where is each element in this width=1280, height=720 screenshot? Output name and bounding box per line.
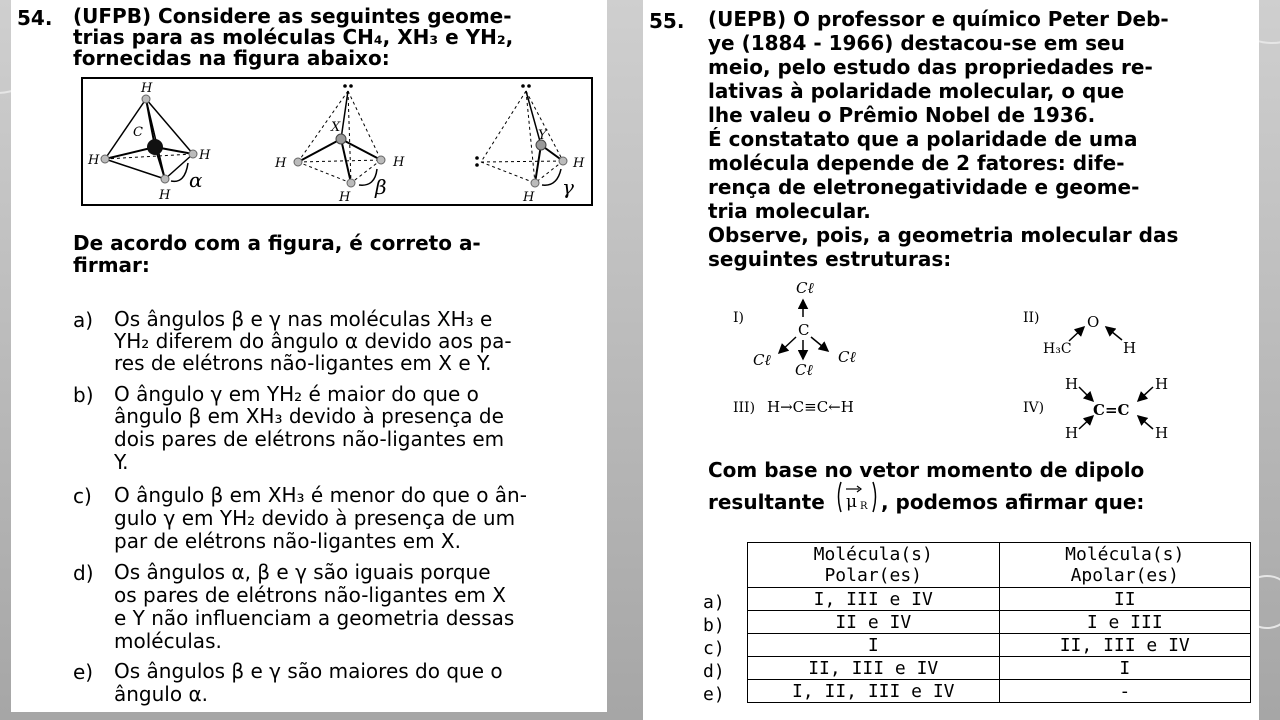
paragraph-line: lhe valeu o Prêmio Nobel de 1936.: [708, 103, 1096, 127]
structure-ii: [1023, 310, 1136, 357]
option-line: Y.: [114, 450, 129, 474]
base-text-line: , podemos afirmar que:: [881, 490, 1145, 514]
atom-label: H: [573, 156, 585, 171]
question-55-panel: [643, 0, 1259, 720]
atom-label: H: [523, 190, 535, 204]
row-letter: c): [703, 638, 725, 659]
atom-label: C: [798, 321, 810, 339]
table-row: [748, 634, 1251, 657]
yh2-pyramid: [475, 84, 585, 204]
atom-label: H: [199, 148, 211, 163]
atom-label: Cℓ: [795, 361, 813, 379]
option-line: res de elétrons não-ligantes em X e Y.: [114, 351, 492, 375]
option-line: YH₂ diferem do ângulo α devido aos pa-: [114, 329, 512, 353]
atom-label: H: [1155, 424, 1169, 442]
cell-apolar: II: [999, 588, 1251, 611]
paragraph-line: meio, pelo estudo das propriedades re-: [708, 55, 1153, 79]
atom-label: H: [275, 156, 287, 171]
question-number: 55.: [649, 9, 685, 33]
cell-polar: I, III e IV: [748, 588, 1000, 611]
paragraph-line: rença de eletronegatividade e geome-: [708, 175, 1140, 199]
base-text-line: resultante: [708, 490, 825, 514]
angle-gamma-label: γ: [562, 175, 574, 199]
atom-label: H: [159, 188, 171, 203]
question-number: 54.: [17, 6, 53, 30]
angle-beta-label: β: [375, 175, 387, 199]
cell-apolar: II, III e IV: [999, 634, 1251, 657]
atom-label: H: [393, 155, 405, 170]
atom-label: X: [331, 120, 341, 135]
atom-label: Cℓ: [838, 348, 856, 366]
option-line: e Y não influenciam a geometria dessas: [114, 606, 515, 630]
row-letter: a): [703, 592, 725, 613]
cell-polar: II e IV: [748, 611, 1000, 634]
question-prompt-line: firmar:: [73, 253, 150, 277]
atom-label: H₃C: [1043, 341, 1072, 357]
table-row: [748, 680, 1251, 703]
paragraph-line: ye (1884 - 1966) destacou-se em seu: [708, 31, 1125, 55]
header-apolar: Molécula(s) Apolar(es): [999, 543, 1251, 588]
question-header-line: (UFPB) Considere as seguintes geome-: [73, 4, 512, 28]
angle-alpha-label: α: [189, 168, 203, 192]
option-letter: a): [73, 308, 94, 332]
option-letter: e): [73, 660, 94, 684]
table-row: [748, 588, 1251, 611]
question-prompt-line: De acordo com a figura, é correto a-: [73, 231, 481, 255]
option-line: O ângulo β em XH₃ é menor do que o ân-: [114, 483, 527, 507]
paragraph-line: (UEPB) O professor e químico Peter Deb-: [708, 7, 1169, 31]
structure-iv: [1023, 375, 1168, 442]
structure-i: [733, 279, 856, 379]
question-54-panel: [11, 0, 607, 712]
structure-label: II): [1023, 310, 1040, 326]
option-line: ângulo β em XH₃ devido à presença de: [114, 404, 504, 428]
option-line: O ângulo γ em YH₂ é maior do que o: [114, 382, 479, 406]
question-header-line: trias para as moléculas CH₄, XH₃ e YH₂,: [73, 25, 514, 49]
cell-polar: I: [748, 634, 1000, 657]
paragraph-line: Observe, pois, a geometria molecular das: [708, 223, 1179, 247]
option-line: dois pares de elétrons não-ligantes em: [114, 427, 505, 451]
molecule-geometry-figure: [81, 77, 593, 206]
option-line: Os ângulos β e γ são maiores do que o: [114, 659, 503, 683]
cell-apolar: I: [999, 657, 1251, 680]
atom-label: H: [1155, 375, 1169, 393]
option-line: os pares de elétrons não-ligantes em X: [114, 583, 506, 607]
question-header-line: fornecidas na figura abaixo:: [73, 46, 390, 70]
base-text-line: Com base no vetor momento de dipolo: [708, 458, 1145, 482]
structure-label: I): [733, 310, 744, 326]
option-line: moléculas.: [114, 629, 222, 653]
row-letter: b): [703, 615, 725, 636]
option-line: Os ângulos β e γ nas moléculas XH₃ e: [114, 307, 493, 331]
molecular-structures: [723, 275, 1183, 445]
atom-formula: H→C≡C←H: [767, 398, 854, 416]
atom-label: H: [1123, 339, 1137, 357]
atom-label: C=C: [1093, 401, 1130, 419]
atom-label: H: [1065, 375, 1079, 393]
dipole-vector-symbol: [835, 479, 879, 515]
cell-polar: II, III e IV: [748, 657, 1000, 680]
header-polar: Molécula(s) Polar(es): [748, 543, 1000, 588]
paragraph-line: molécula depende de 2 fatores: dife-: [708, 151, 1125, 175]
atom-label: H: [1065, 424, 1079, 442]
table-row: [748, 611, 1251, 634]
option-letter: b): [73, 383, 94, 407]
atom-label: H: [141, 81, 153, 96]
atom-label: C: [133, 125, 143, 140]
atom-label: Y: [538, 128, 547, 143]
cell-polar: I, II, III e IV: [748, 680, 1000, 703]
structure-iii: [733, 398, 854, 416]
paragraph-line: É constatato que a polaridade de uma: [708, 127, 1138, 151]
atom-label: Cℓ: [796, 279, 814, 297]
option-letter: c): [73, 484, 92, 508]
row-letter: e): [703, 684, 725, 705]
answer-table: [747, 542, 1251, 703]
option-line: par de elétrons não-ligantes em X.: [114, 529, 461, 553]
cell-apolar: -: [999, 680, 1251, 703]
xh3-pyramid: [274, 84, 405, 204]
paragraph-line: seguintes estruturas:: [708, 247, 952, 271]
ch4-tetrahedron: [87, 81, 211, 203]
option-letter: d): [73, 561, 94, 585]
paragraph-line: lativas à polaridade molecular, o que: [708, 79, 1125, 103]
atom-label: H: [88, 153, 100, 168]
row-letter: d): [703, 661, 725, 682]
mu-subscript: R: [860, 501, 868, 512]
structure-label: IV): [1023, 400, 1045, 416]
table-header-row: [748, 543, 1251, 588]
cell-apolar: I e III: [999, 611, 1251, 634]
mu-symbol: μ: [846, 492, 858, 512]
atom-label: O: [1087, 313, 1100, 331]
option-line: gulo γ em YH₂ devido à presença de um: [114, 506, 516, 530]
table-row: [748, 657, 1251, 680]
option-line: ângulo α.: [114, 682, 208, 706]
atom-label: Cℓ: [753, 351, 771, 369]
paragraph-line: tria molecular.: [708, 199, 871, 223]
atom-label: H: [339, 190, 351, 204]
option-line: Os ângulos α, β e γ são iguais porque: [114, 560, 491, 584]
structure-label: III): [733, 400, 756, 416]
